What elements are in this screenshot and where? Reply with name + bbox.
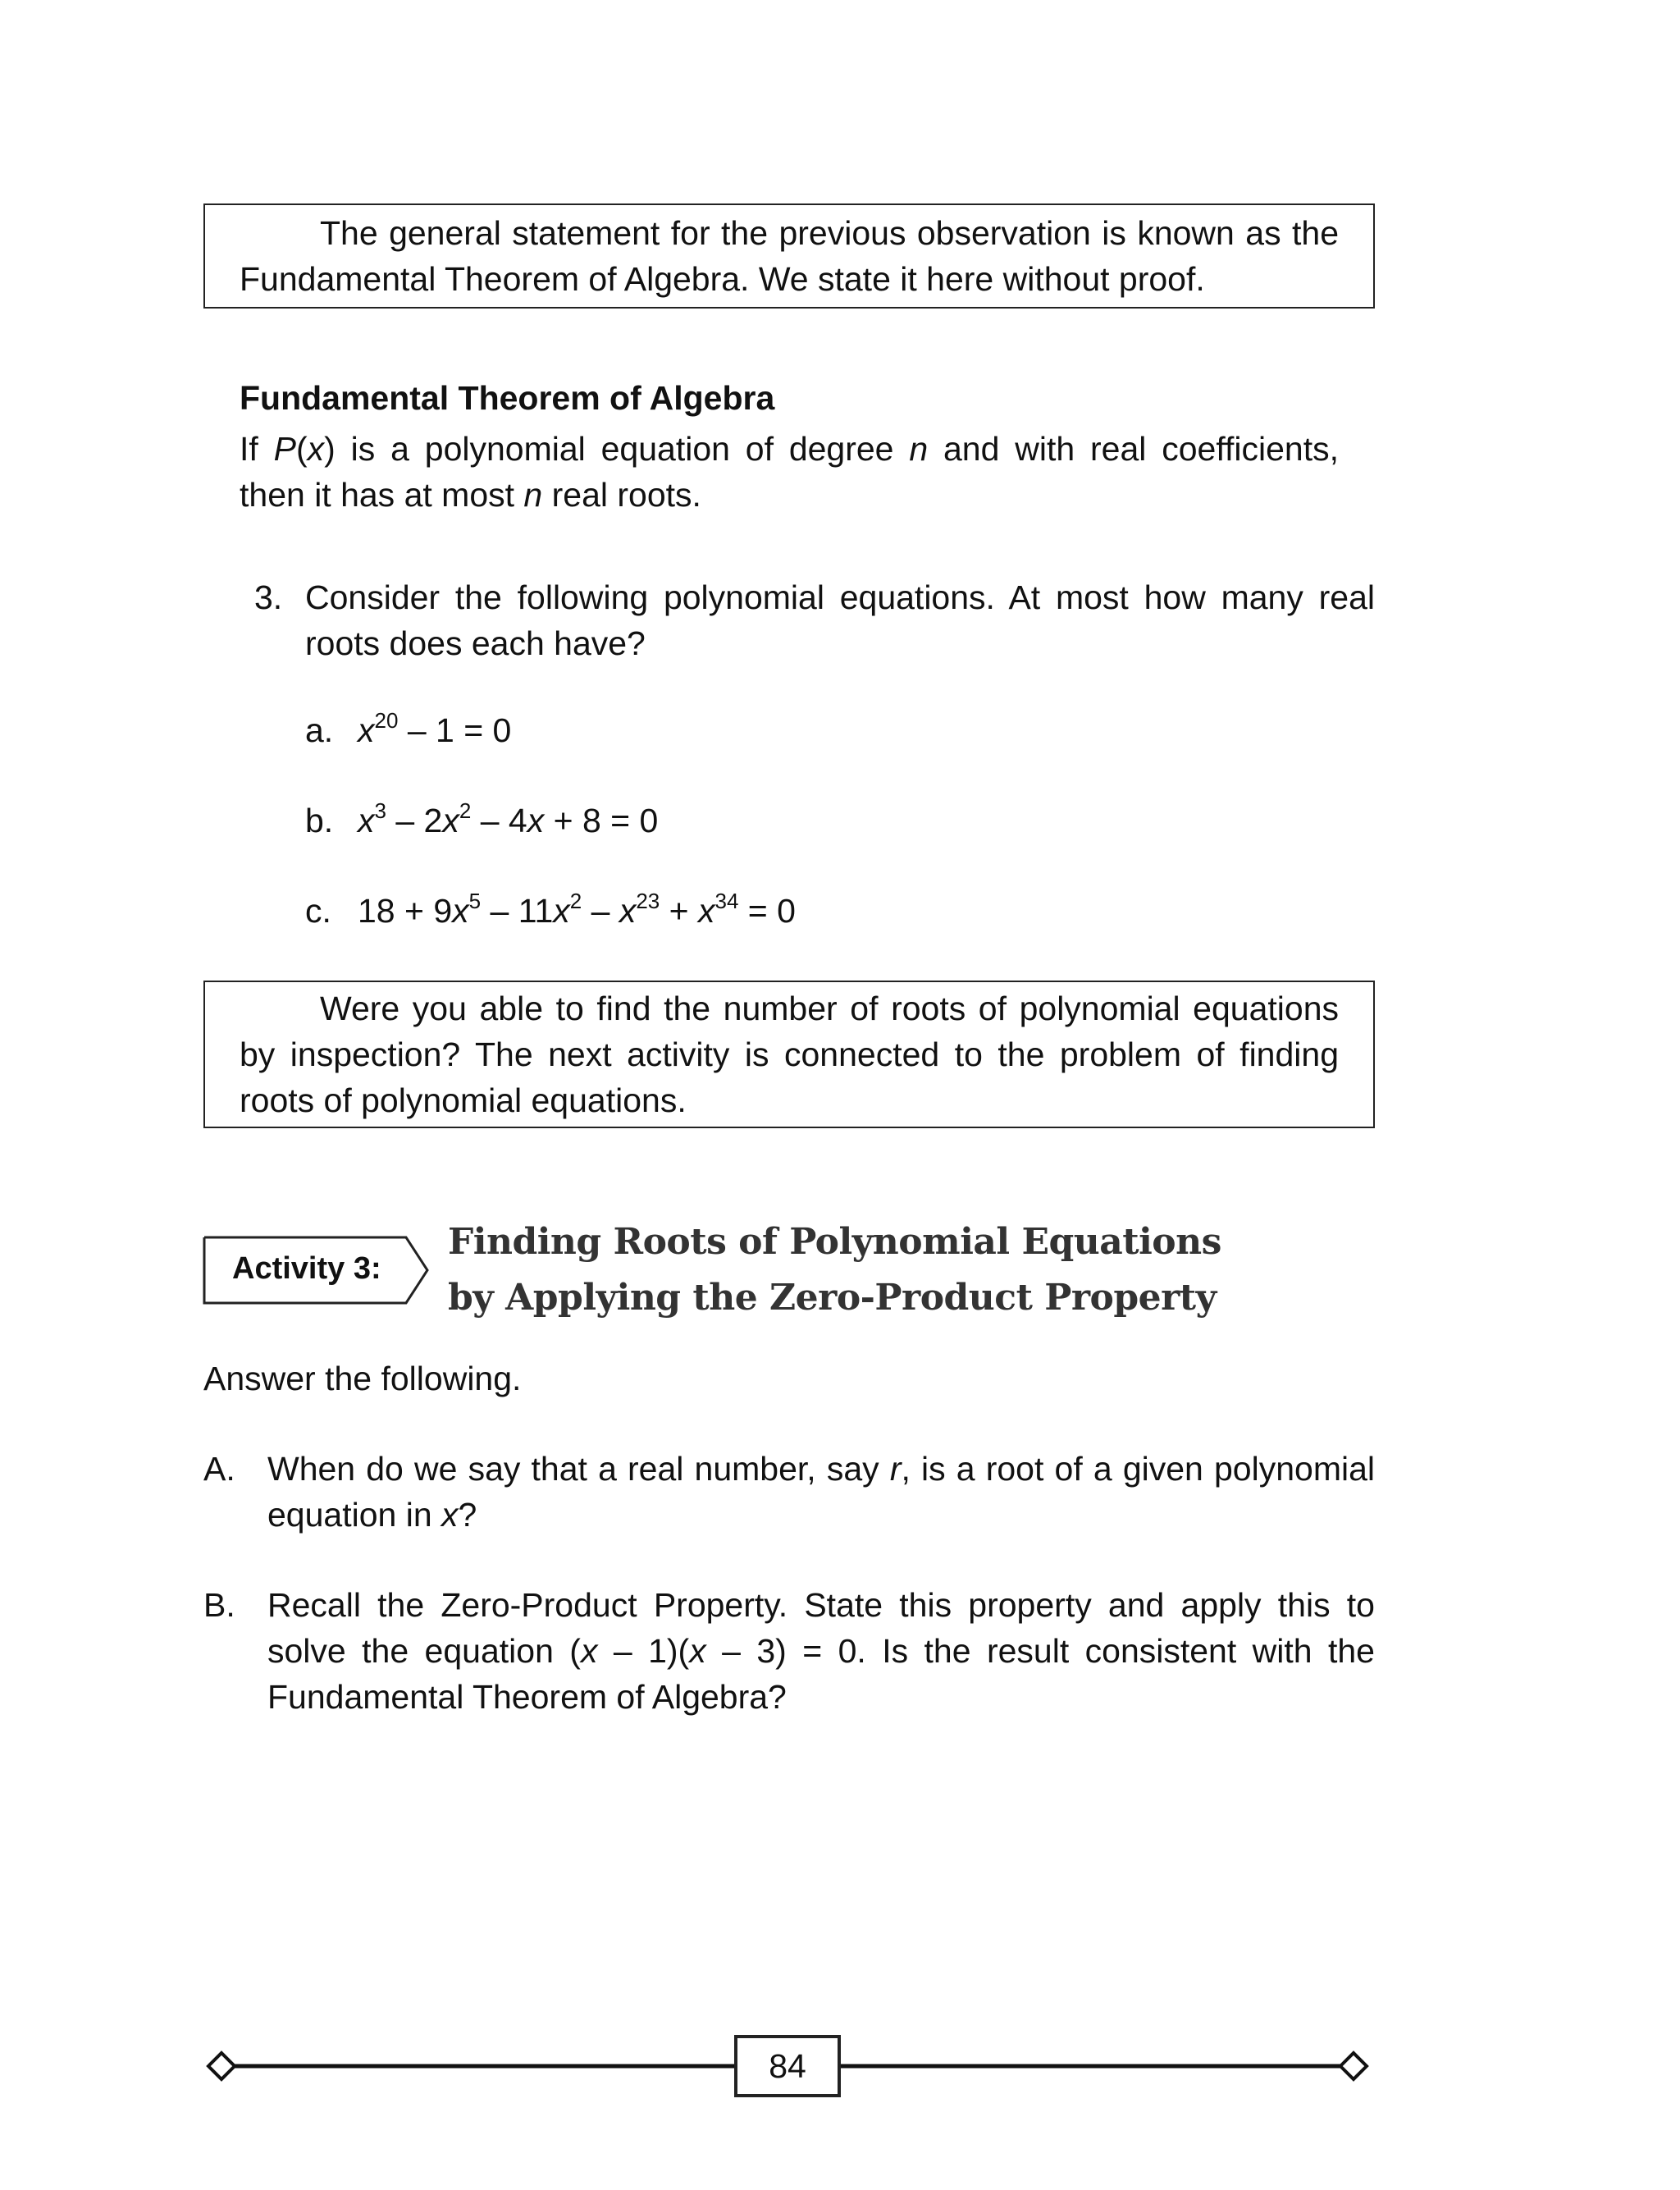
page-number-box — [734, 2035, 841, 2097]
activity-label: Activity 3: — [232, 1251, 381, 1286]
question-b-label: B. — [203, 1586, 235, 1624]
note-text: Were you able to find the number of roots of polynomial equations by inspection? The next activity is connected to the problem of finding roots of polynomial equations. — [240, 990, 1339, 1119]
activity-title-line-1: Finding Roots of Polynomial Equations — [448, 1221, 1221, 1263]
instructions: Answer the following. — [203, 1360, 522, 1397]
question-a-text: When do we say that a real number, say r, is a root of a given polynomial equation in x? — [267, 1450, 1375, 1534]
intro-text: The general statement for the previous observation is known as the Fundamental Theorem of Algebra. We state it here without proof. — [240, 214, 1339, 298]
question-3-text: Consider the following polynomial equations. At most how many real roots does each have? — [305, 578, 1375, 662]
note-box — [203, 981, 1375, 1128]
question-3 — [254, 574, 1375, 666]
theorem-title: Fundamental Theorem of Algebra — [240, 379, 775, 417]
question-b-text: Recall the Zero-Product Property. State this property and apply this to solve the equation (x – 1)(x – 3) = 0. Is the result consistent with the Fundamental Theorem of Algebra? — [267, 1586, 1375, 1716]
footer — [197, 2035, 1378, 2101]
equation-b: b. $x^3 - 2x^2 - 4x + 8 = 0$ — [305, 798, 658, 844]
footer-diamond-left-icon — [208, 2053, 235, 2079]
question-b — [203, 1582, 1375, 1720]
theorem-block — [240, 375, 1339, 518]
activity-title-line-2: by Applying the Zero-Product Property — [448, 1277, 1217, 1319]
equation-a: a. $x^{20} - 1 = 0$ — [305, 707, 511, 753]
theorem-statement: If P(x) is a polynomial equation of degree n and with real coefficients, then it has at most n real roots. — [240, 430, 1339, 514]
equation-c-label: c. — [305, 892, 331, 930]
activity-title — [448, 1214, 1432, 1326]
footer-diamond-right-icon — [1340, 2053, 1367, 2079]
page-number: 84 — [769, 2047, 806, 2085]
equation-a-label: a. — [305, 711, 334, 749]
equation-c: c. $18 + 9x^5 - 11x^2 - x^{23} + x^{34} = 0$ — [305, 888, 796, 934]
activity-label-box — [203, 1236, 429, 1305]
equation-b-label: b. — [305, 802, 334, 839]
question-a — [203, 1446, 1375, 1538]
intro-box — [203, 203, 1375, 309]
question-a-label: A. — [203, 1450, 235, 1488]
question-3-number: 3. — [254, 578, 283, 616]
